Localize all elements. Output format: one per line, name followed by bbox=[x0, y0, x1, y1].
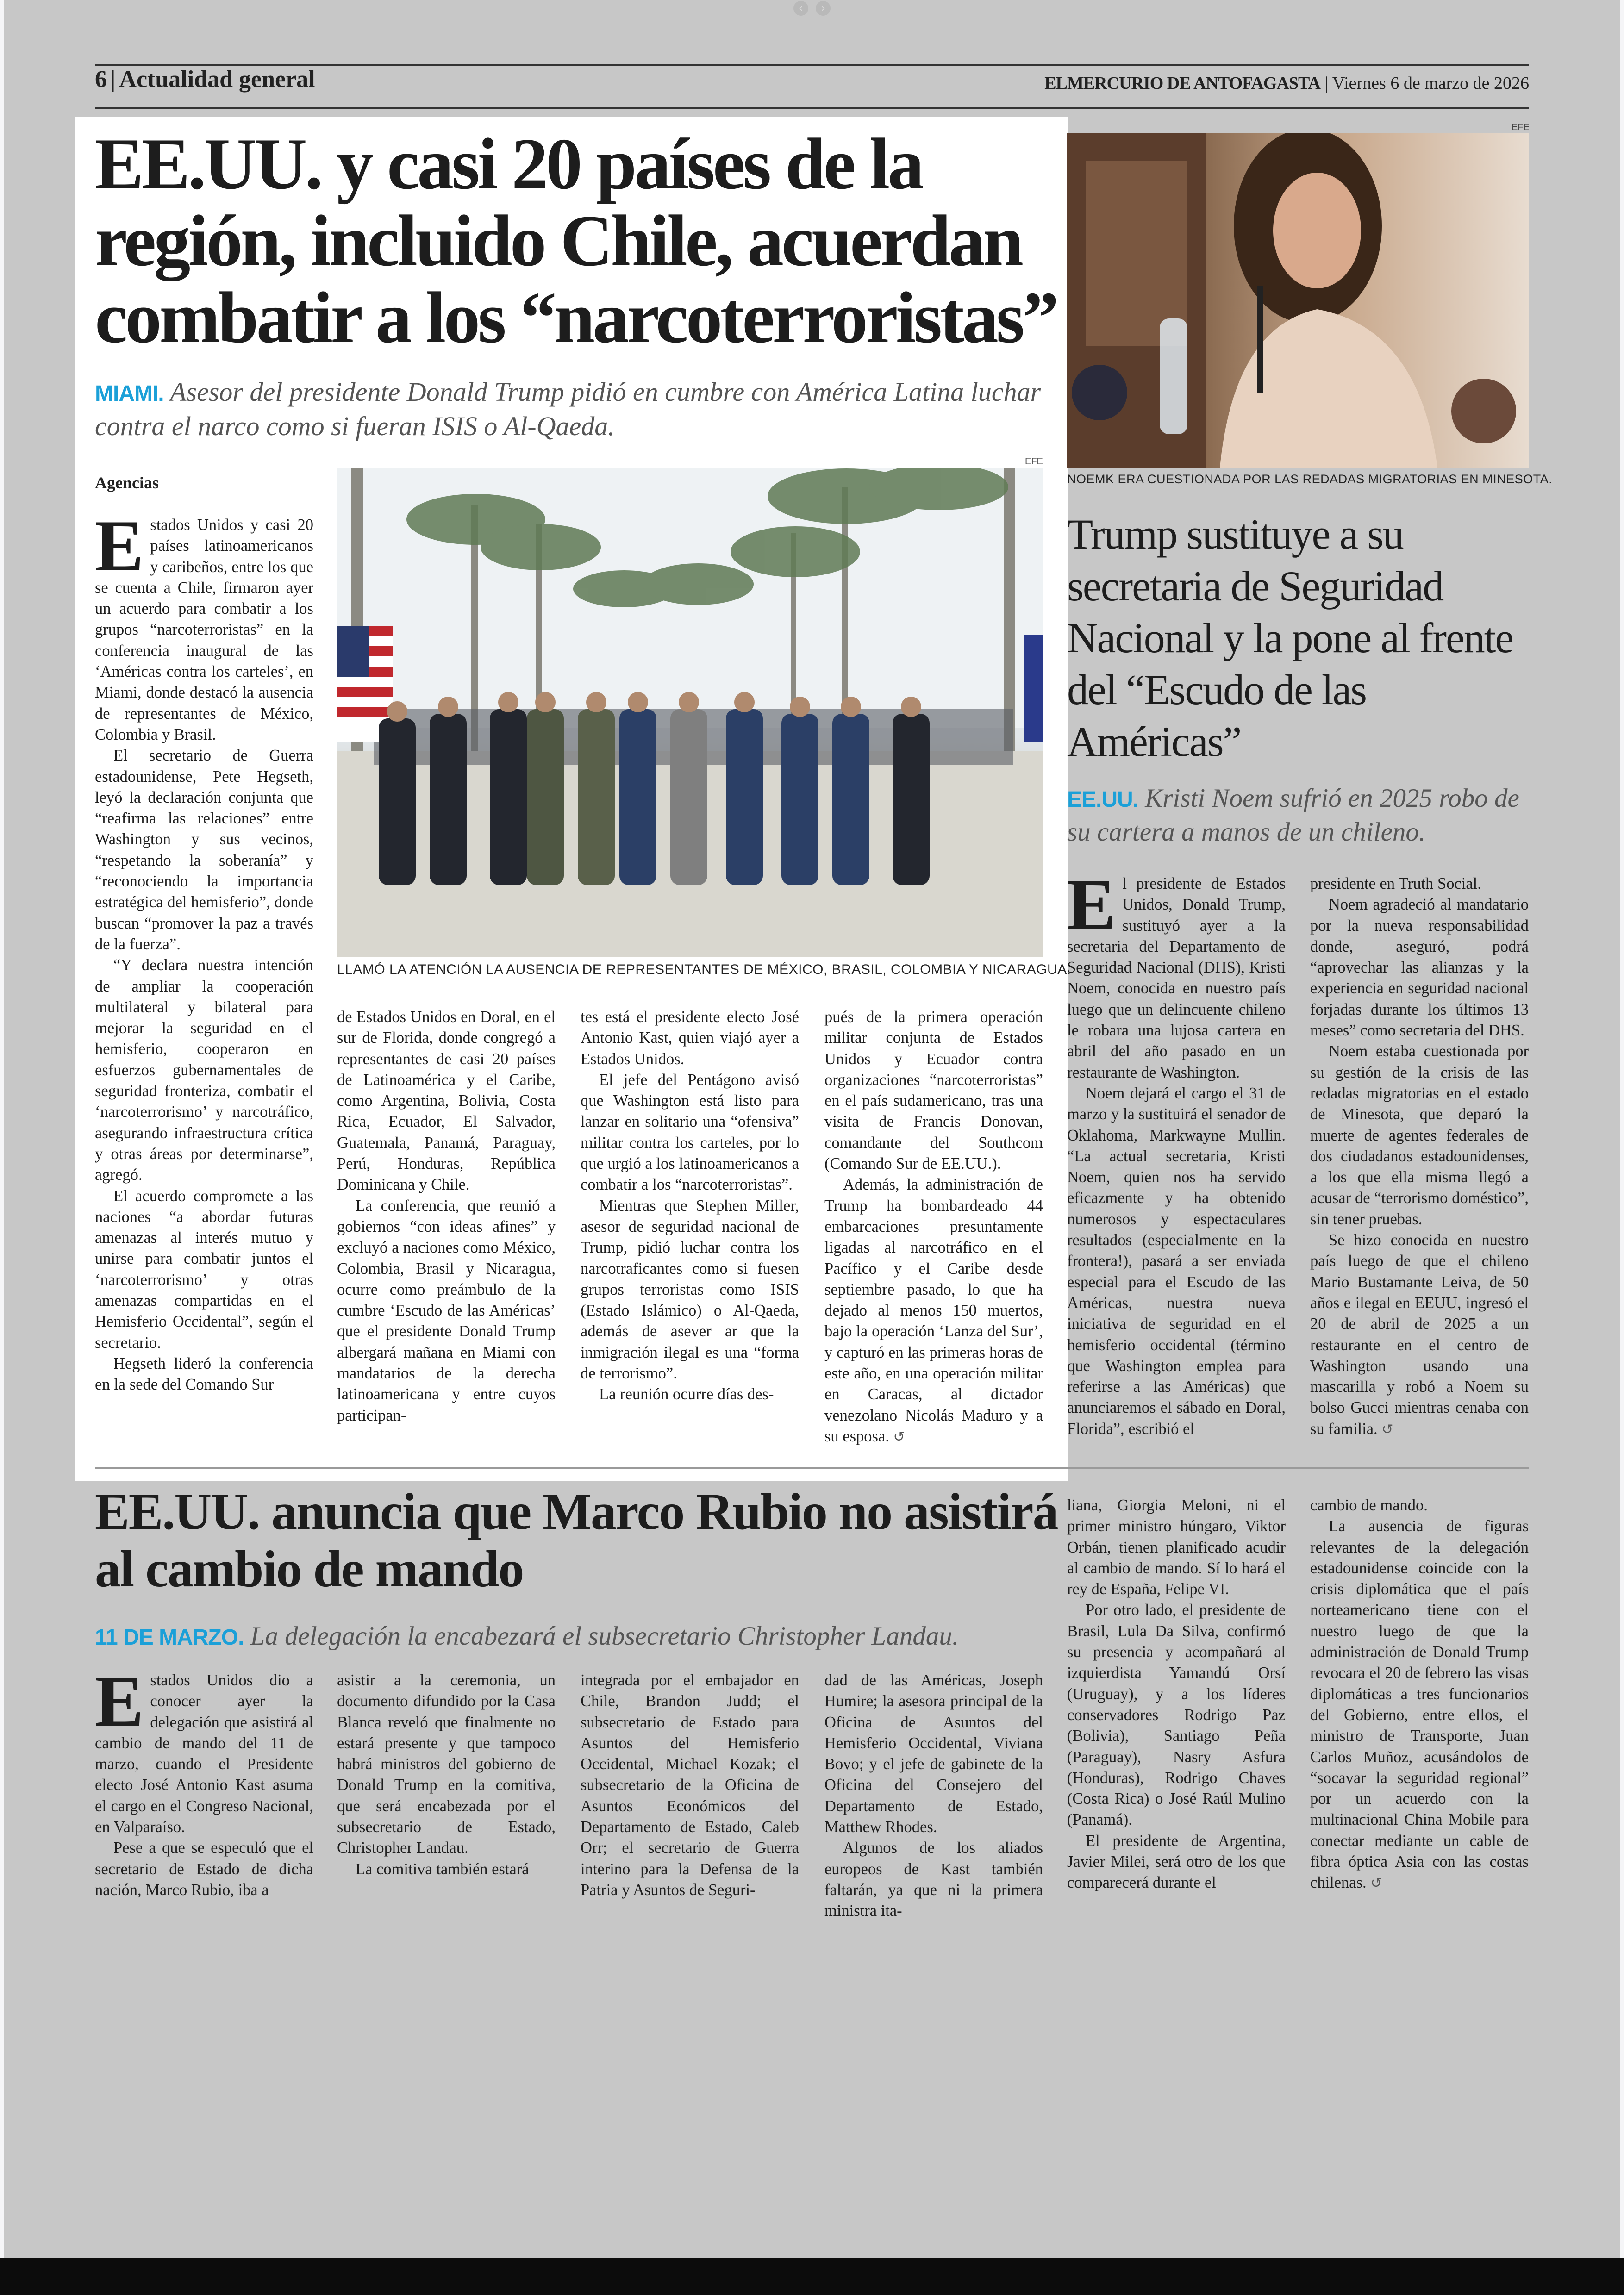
bottom-col-5 bbox=[1067, 1495, 1286, 1894]
bottom-kicker: 11 DE MARZO. bbox=[95, 1625, 244, 1650]
summit-photo-illustration bbox=[337, 468, 1043, 957]
paragraph: asistir a la ceremonia, un documento difundido por la Casa Blanca reveló que finalmente no estará presente y que tampoco habrá ministros del gobierno de Donald Trump en la comitiva, que será encabezada por el subsecretario de Estado, Christopher Landau. bbox=[337, 1671, 556, 1857]
side-headline: Trump sustituye a su secretaria de Seguridad Nacional y la pone al frente del “Escudo de las Américas” bbox=[1067, 511, 1513, 765]
bottom-headline: EE.UU. anuncia que Marco Rubio no asistirá al cambio de mando bbox=[95, 1483, 1058, 1598]
paragraph: La comitiva también estará bbox=[356, 1860, 529, 1878]
paragraph: l presidente de Estados Unidos, Donald Trump, sustituyó ayer a la secretaria del Departamento de Seguridad Nacional (DHS), Kristi Noem, conocida en nuestro país luego que un delincuente chileno le robara una lujosa cartera en abril del año pasado en un restaurante de Washington. bbox=[1067, 875, 1286, 1081]
bottom-col-4 bbox=[824, 1670, 1043, 1922]
end-of-story-icon: ↺ bbox=[1381, 1421, 1393, 1438]
paragraph: tes está el presidente electo José Antonio Kast, quien viajó ayer a Estados Unidos. bbox=[581, 1008, 799, 1068]
paragraph: Por otro lado, el presidente de Brasil, Lula Da Silva, confirmó su presencia y acompañará al izquierdista Yamandú Orsí (Uruguay), y a los líderes conservadores Rodrigo Paz (Bolivia), Santiago Peña (Paraguay), Nasry Asfura (Honduras), Rodrigo Chaves (Costa Rica) o José Raúl Mulino (Panamá). bbox=[1067, 1601, 1286, 1829]
end-of-story-icon: ↺ bbox=[1370, 1875, 1382, 1892]
bottom-deck bbox=[95, 1620, 1113, 1654]
summit-group-photo bbox=[337, 468, 1043, 957]
noem-photo bbox=[1067, 133, 1529, 468]
paragraph-text: Se hizo conocida en nuestro país luego de que el chileno Mario Bustamante Leiva, de 50 años e ilegal en EEUU, ingresó el 20 de abril de 2025 a un restaurante en el centro de Washington usando una mascarilla y robó a Noem su bolso Gucci mientras cenaba con su familia. bbox=[1310, 1231, 1529, 1438]
main-headline: EE.UU. y casi 20 países de la región, incluido Chile, acuerdan combatir a los “narcoterroristas” bbox=[95, 124, 1057, 358]
paragraph: stados Unidos dio a conocer ayer la delegación que asistirá al cambio de mando del 11 de marzo, cuando el Presidente electo José Antonio Kast asuma el cargo en el Congreso Nacional, en Valparaíso. bbox=[95, 1671, 313, 1836]
folio-separator: | bbox=[111, 66, 116, 93]
byline: Agencias bbox=[95, 474, 159, 492]
photo-credit: EFE bbox=[1025, 456, 1043, 467]
main-deck bbox=[95, 376, 1053, 443]
side-deck-text: Kristi Noem sufrió en 2025 robo de su cartera a manos de un chileno. bbox=[1067, 784, 1519, 847]
issue-date: Viernes 6 de marzo de 2026 bbox=[1332, 74, 1529, 93]
section-name: Actualidad general bbox=[119, 66, 315, 93]
main-col-3 bbox=[581, 1007, 799, 1405]
main-col-4 bbox=[824, 1007, 1043, 1447]
side-deck bbox=[1067, 782, 1530, 848]
main-col-2 bbox=[337, 1007, 556, 1426]
noem-photo-illustration bbox=[1067, 133, 1529, 468]
paragraph: Noem dejará el cargo el 31 de marzo y la sustituirá el senador de Oklahoma, Markwayne Mullin. “La actual secretaria, Kristi Noem, quien nos ha servido eficazmente y ha obtenido numerosos y espectaculares resultados (especialmente en la frontera!), pasará a ser enviada especial para el Escudo de las Américas, nuestra nueva iniciativa de seguridad en el hemisferio occidental (término que Washington emplea para referirse a las Américas) que anunciaremos el sábado en Doral, Florida”, escribió el bbox=[1067, 1084, 1286, 1438]
newspaper-name: ELMERCURIO DE ANTOFAGASTA bbox=[1044, 74, 1320, 93]
paper-info: ELMERCURIO DE ANTOFAGASTA | Viernes 6 de marzo de 2026 bbox=[1044, 74, 1529, 93]
drop-cap: E bbox=[1067, 864, 1116, 945]
bottom-deck-text: La delegación la encabezará el subsecretario Christopher Landau. bbox=[250, 1621, 959, 1651]
prev-page-icon[interactable]: ‹ bbox=[793, 1, 808, 16]
end-of-story-icon: ↺ bbox=[893, 1428, 905, 1445]
paragraph: Hegseth lideró la conferencia en la sede del Comando Sur bbox=[95, 1354, 313, 1394]
drop-cap: E bbox=[95, 1661, 144, 1742]
side-photo-caption: NOEMK ERA CUESTIONADA POR LAS REDADAS MIGRATORIAS EN MINESOTA. bbox=[1067, 472, 1553, 486]
paragraph: pués de la primera operación militar conjunta de Estados Unidos y Ecuador contra organizaciones “narcoterroristas” en el país sudamericano, tras una visita de Francis Donovan, comandante del Southcom (Comando Sur de EE.UU.). bbox=[824, 1008, 1043, 1173]
page-number: 6 bbox=[95, 66, 107, 93]
paragraph: El acuerdo compromete a las naciones “a abordar futuras amenazas al interés mutuo y unirse para combatir juntos el ‘narcoterrorismo’ y otras amenazas compartidas en el Hemisferio Occidental”, según el secretario. bbox=[95, 1187, 313, 1352]
bottom-col-1 bbox=[95, 1661, 313, 1901]
paragraph: integrada por el embajador en Chile, Brandon Judd; el subsecretario de Estado para Asuntos del Hemisferio Occidental, Michael Kozak; el subsecretario de la Oficina de Asuntos Económicos del Departamento de Estado, Caleb Orr; el secretario de Guerra interino para la Defensa de la Patria y Asuntos de Seguri- bbox=[581, 1671, 799, 1899]
paragraph: La reunión ocurre días des- bbox=[599, 1385, 774, 1403]
bottom-col-6 bbox=[1310, 1495, 1529, 1894]
paragraph: La conferencia, que reunió a gobiernos “con ideas afines” y excluyó a naciones como México, Colombia, Brasil y Nicaragua, ocurre como preámbulo de la cumbre ‘Escudo de las Américas’ que el presidente Donald Trump albergará mañana en Miami con mandatarios de la derecha latinoamericana y entre cuyos participan- bbox=[337, 1197, 556, 1424]
side-col-2 bbox=[1310, 873, 1529, 1440]
section-divider bbox=[1067, 1467, 1529, 1469]
side-photo-credit: EFE bbox=[1512, 122, 1530, 132]
bottom-col-2 bbox=[337, 1670, 556, 1880]
paragraph: dad de las Américas, Joseph Humire; la asesora principal de la Oficina de Asuntos del Hemisferio Occidental, Viviana Bovo; y el jefe de gabinete de la Oficina del Consejero del Departamento de Estado, Matthew Rhodes. bbox=[824, 1671, 1043, 1836]
paragraph: stados Unidos y casi 20 países latinoamericanos y caribeños, entre los que se cuenta a Chile, firmaron ayer un acuerdo para combatir a los grupos “narcoterroristas” en la conferencia inaugural de las ‘Américas contra los carteles’, en Miami, donde destacó la ausencia de representantes de México, Colombia y Brasil. bbox=[95, 516, 313, 743]
main-deck-text: Asesor del presidente Donald Trump pidió en cumbre con América Latina luchar contra el narco como si fueran ISIS o Al-Qaeda. bbox=[95, 377, 1041, 441]
page-folio bbox=[95, 66, 315, 93]
paragraph-text: La ausencia de figuras relevantes de la delegación estadounidense coincide con la crisis diplomática que el país norteamericano tiene con el nuestro luego de que la administración de Donald Trump revocara el 20 de febrero las visas diplomáticas a tres funcionarios del Gobierno, entre ellos, el ministro de Transporte, Juan Carlos Muñoz, acusándolos de “socavar la seguridad regional” por un acuerdo con la multinacional China Mobile para conectar mediante un cable de fibra óptica Asia con las costas chilenas. bbox=[1310, 1517, 1529, 1892]
paragraph: El presidente de Argentina, Javier Milei, será otro de los que comparecerá durante el bbox=[1067, 1832, 1286, 1892]
paragraph: de Estados Unidos en Doral, en el sur de Florida, donde congregó a representantes de casi 20 países de Latinoamérica y el Caribe, como Argentina, Bolivia, Costa Rica, Ecuador, El Salvador, Guatemala, Panamá, Paraguay, Perú, Honduras, República Dominicana y Chile. bbox=[337, 1008, 556, 1194]
section-divider bbox=[95, 1467, 1067, 1469]
side-kicker: EE.UU. bbox=[1067, 787, 1139, 812]
photo-caption: LLAMÓ LA ATENCIÓN LA AUSENCIA DE REPRESENTANTES DE MÉXICO, BRASIL, COLOMBIA Y NICARAGUA. bbox=[337, 962, 1071, 977]
paragraph: El jefe del Pentágono avisó que Washington está listo para lanzar en solitario una “ofensiva” militar contra los carteles, por lo que urgió a los latinoamericanos a combatir a los “narcoterroristas”. bbox=[581, 1071, 799, 1194]
main-kicker: MIAMI. bbox=[95, 381, 164, 406]
header-rule-bottom bbox=[95, 107, 1529, 109]
paragraph: liana, Giorgia Meloni, ni el primer ministro húngaro, Viktor Orbán, tienen planificado acudir al cambio de mando. Sí lo hará el rey de España, Felipe VI. bbox=[1067, 1497, 1286, 1598]
viewer-bottom-bar bbox=[0, 2258, 1624, 2295]
paragraph bbox=[1310, 1230, 1529, 1440]
paragraph bbox=[824, 1174, 1043, 1447]
paragraph: Pese a que se especuló que el secretario de Estado de dicha nación, Marco Rubio, iba a bbox=[95, 1839, 313, 1899]
paragraph: presidente en Truth Social. bbox=[1310, 875, 1481, 892]
paragraph: “Y declara nuestra intención de ampliar la cooperación multilateral y bilateral para mejorar la seguridad en el hemisferio, cooperaron en esfuerzos gubernamentales de seguridad fronteriza, combatir el ‘narcoterrorismo’ y narcotráfico, asegurando infraestructura crítica y otras áreas por determinarse”, agregó. bbox=[95, 956, 313, 1184]
next-page-icon[interactable]: › bbox=[816, 1, 831, 16]
paragraph-text: Además, la administración de Trump ha bombardeado 44 embarcaciones presuntamente ligadas al narcotráfico en el Pacífico y el Caribe desde septiembre pasado, lo que ha dejado al menos 150 muertos, bajo la operación ‘Lanza del Sur’, y capturó en las primeras horas de este año, en una operación militar en Caracas, al dictador venezolano Nicolás Maduro y a su esposa. bbox=[824, 1176, 1043, 1445]
paragraph: cambio de mando. bbox=[1310, 1497, 1428, 1514]
paragraph bbox=[1310, 1516, 1529, 1894]
paragraph: Noem estaba cuestionada por su gestión de la crisis de las redadas migratorias en el estado de Minesota, que deparó la muerte de agentes federales de dos ciudadanos estadounidenses, a los que ella misma llegó a acusar de “terrorismo doméstico”, sin tener pruebas. bbox=[1310, 1042, 1529, 1228]
paragraph: El secretario de Guerra estadounidense, Pete Hegseth, leyó la declaración conjunta que “reafirma las relaciones” entre Washington y sus vecinos, “respetando la soberanía” y “reconociendo la importancia estratégica del hemisferio”, donde buscan “promover la paz a través de la fuerza”. bbox=[95, 747, 313, 953]
drop-cap: E bbox=[95, 505, 144, 586]
main-col-1 bbox=[95, 505, 313, 1395]
paragraph: Noem agradeció al mandatario por la nueva responsabilidad donde, aseguró, podrá “aprovechar las alianzas y la experiencia en seguridad nacional forjadas durante los últimos 13 meses” como secretaria del DHS. bbox=[1310, 896, 1529, 1040]
paragraph: Mientras que Stephen Miller, asesor de seguridad nacional de Trump, pidió luchar contra los narcotraficantes como si fuesen grupos terroristas como ISIS (Estado Islámico) o Al-Qaeda, además de asever ar que la inmigración ilegal es una “forma de terrorismo”. bbox=[581, 1197, 799, 1383]
page-nav bbox=[4, 0, 1620, 19]
paragraph: Algunos de los aliados europeos de Kast también faltarán, ya que ni la primera ministra ita- bbox=[824, 1839, 1043, 1920]
side-col-1 bbox=[1067, 864, 1286, 1440]
bottom-col-3 bbox=[581, 1670, 799, 1901]
